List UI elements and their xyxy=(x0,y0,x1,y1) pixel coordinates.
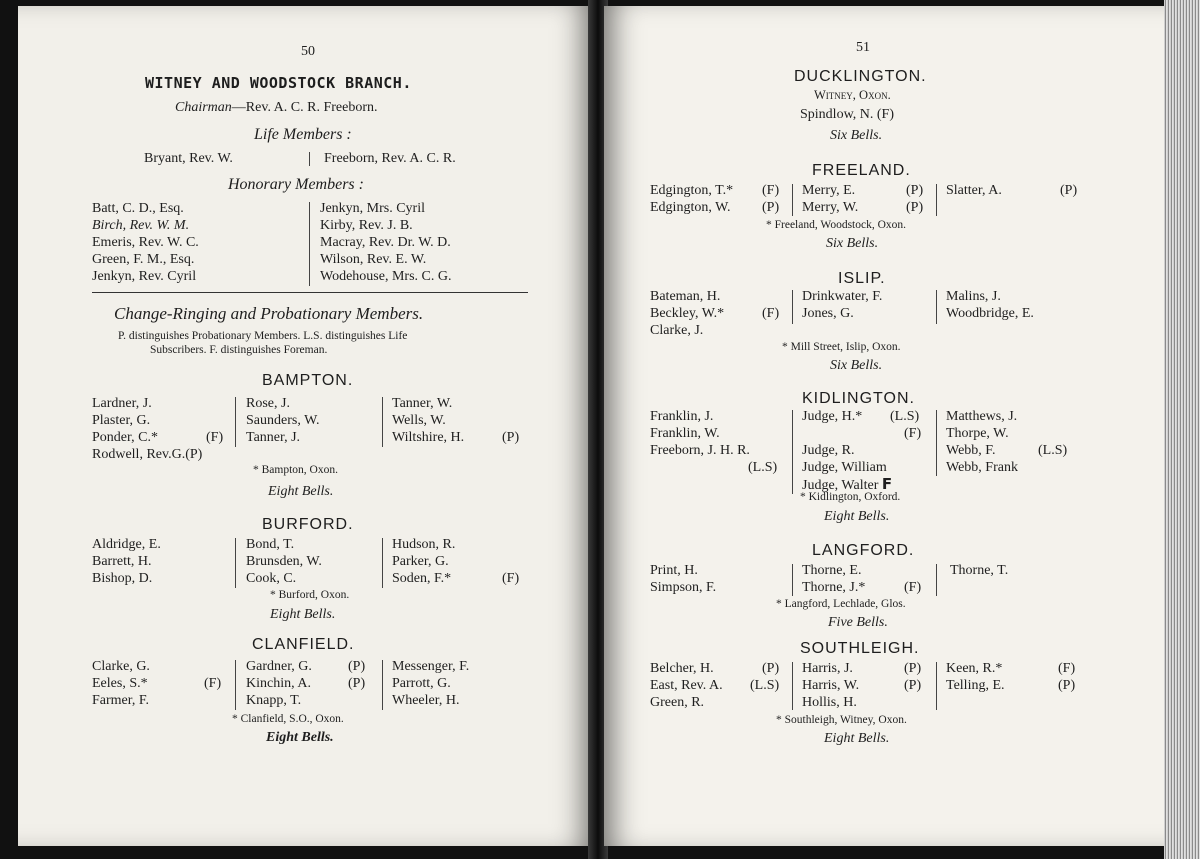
status-badge: (P) xyxy=(348,676,366,691)
status-badge: (P) xyxy=(762,200,780,215)
islip-col1 xyxy=(650,288,790,339)
bells-count: Five Bells. xyxy=(828,615,888,630)
list-item: Franklin, W. xyxy=(650,426,720,441)
page-number: 51 xyxy=(856,40,870,55)
bampton-col3 xyxy=(392,395,532,446)
list-item: Webb, Frank xyxy=(946,460,1018,475)
list-item: Wodehouse, Mrs. C. G. xyxy=(320,269,452,284)
langford-col3 xyxy=(950,562,1008,579)
tower-address: * Burford, Oxon. xyxy=(270,589,350,601)
status-badge: (P) xyxy=(185,447,203,462)
list-item: Judge, H.* xyxy=(802,409,863,424)
change-heading: Change-Ringing and Probationary Members. xyxy=(114,304,424,323)
page-number: 50 xyxy=(301,44,315,59)
list-item: Plaster, G. xyxy=(92,413,151,428)
bells-count: Six Bells. xyxy=(830,128,883,143)
status-badge: (P) xyxy=(906,200,924,215)
list-item: Batt, C. D., Esq. xyxy=(92,201,184,216)
list-item: Judge, Walter xyxy=(802,478,879,493)
tower-heading-burford: BURFORD. xyxy=(262,516,354,533)
list-item: Spindlow, N. (F) xyxy=(800,107,894,122)
list-item: Messenger, F. xyxy=(392,659,470,674)
list-item: Beckley, W.* xyxy=(650,306,725,321)
list-item: Freeborn, J. H. R. xyxy=(650,443,750,458)
right-page xyxy=(604,6,1164,846)
islip-col3 xyxy=(946,288,1034,322)
status-badge: (P) xyxy=(906,183,924,198)
status-badge: (P) xyxy=(1060,183,1078,198)
list-item: Harris, J. xyxy=(802,661,853,676)
legend-line: Subscribers. F. distinguishes Foreman. xyxy=(150,344,328,356)
list-item: Birch, Rev. W. M. xyxy=(92,218,190,233)
legend-line: P. distinguishes Probationary Members. L.S. distinguishes Life xyxy=(118,330,408,342)
status-badge: (P) xyxy=(762,661,780,676)
bampton-col1 xyxy=(92,395,232,463)
langford-col1 xyxy=(650,562,716,596)
list-item: Brunsden, W. xyxy=(246,554,322,569)
kidlington-col1 xyxy=(650,408,790,476)
list-item: Parker, G. xyxy=(392,554,449,569)
list-item: Tanner, W. xyxy=(392,396,453,411)
southleigh-col3 xyxy=(946,660,1086,694)
list-item: Telling, E. xyxy=(946,678,1005,693)
honorary-col1 xyxy=(92,200,199,285)
page-edges xyxy=(1164,0,1200,859)
list-item: Merry, W. xyxy=(802,200,859,215)
bells-count: Six Bells. xyxy=(830,358,883,373)
status-badge: (F) xyxy=(904,426,922,441)
bells-count: Eight Bells. xyxy=(824,509,890,524)
list-item: Jenkyn, Mrs. Cyril xyxy=(320,201,425,216)
list-item: Franklin, J. xyxy=(650,409,714,424)
tower-heading-ducklington: DUCKLINGTON. xyxy=(794,68,927,85)
tower-heading-langford: LANGFORD. xyxy=(812,542,915,559)
status-badge: (L.S) xyxy=(890,409,920,424)
kidlington-col2 xyxy=(802,408,932,493)
bampton-col2 xyxy=(246,395,320,446)
list-item: Edgington, W. xyxy=(650,200,731,215)
southleigh-col2 xyxy=(802,660,932,711)
life-member: Freeborn, Rev. A. C. R. xyxy=(324,151,456,166)
list-item: Gardner, G. xyxy=(246,659,312,674)
list-item: Merry, E. xyxy=(802,183,856,198)
tower-heading-kidlington: KIDLINGTON. xyxy=(802,390,915,407)
list-item: Thorne, J.* xyxy=(802,580,866,595)
divider xyxy=(92,292,528,293)
burford-col2 xyxy=(246,536,322,587)
list-item: Thorne, T. xyxy=(950,563,1009,578)
tower-heading-southleigh: SOUTHLEIGH. xyxy=(800,640,920,657)
burford-col3 xyxy=(392,536,532,587)
status-badge: (P) xyxy=(904,661,922,676)
list-item: Aldridge, E. xyxy=(92,537,161,552)
list-item: Knapp, T. xyxy=(246,693,302,708)
list-item: Soden, F.* xyxy=(392,571,452,586)
list-item: Emeris, Rev. W. C. xyxy=(92,235,199,250)
tower-address: * Clanfield, S.O., Oxon. xyxy=(232,713,344,725)
list-item: Clarke, J. xyxy=(650,323,704,338)
list-item: Wiltshire, H. xyxy=(392,430,465,445)
list-item: Eeles, S.* xyxy=(92,676,148,691)
tower-location: Witney, Oxon. xyxy=(814,88,891,102)
tower-heading-bampton: BAMPTON. xyxy=(262,372,354,389)
status-badge: (F) xyxy=(206,430,224,445)
honorary-heading: Honorary Members : xyxy=(228,176,364,193)
list-item: Ponder, C.* xyxy=(92,430,158,445)
handwritten-annotation: F xyxy=(881,475,893,493)
clanfield-col2 xyxy=(246,658,380,709)
freeland-col1 xyxy=(650,182,790,216)
list-item: Webb, F. xyxy=(946,443,996,458)
list-item: Belcher, H. xyxy=(650,661,714,676)
clanfield-col3 xyxy=(392,658,469,709)
list-item: Bond, T. xyxy=(246,537,295,552)
list-item: Bishop, D. xyxy=(92,571,153,586)
tower-address: * Southleigh, Witney, Oxon. xyxy=(776,714,907,726)
list-item: Cook, C. xyxy=(246,571,297,586)
list-item: Thorne, E. xyxy=(802,563,862,578)
bells-count: Eight Bells. xyxy=(824,731,890,746)
list-item: Drinkwater, F. xyxy=(802,289,883,304)
bells-count: Six Bells. xyxy=(826,236,879,251)
list-item: Tanner, J. xyxy=(246,430,301,445)
list-item: Clarke, G. xyxy=(92,659,150,674)
list-item: Wheeler, H. xyxy=(392,693,460,708)
life-member: Bryant, Rev. W. xyxy=(144,151,233,166)
tower-address: * Freeland, Woodstock, Oxon. xyxy=(766,219,907,231)
tower-address: * Langford, Lechlade, Glos. xyxy=(776,598,906,610)
list-item: Green, F. M., Esq. xyxy=(92,252,195,267)
chairman-label: Chairman xyxy=(175,100,232,115)
status-badge: (L.S) xyxy=(748,460,778,475)
list-item: Harris, W. xyxy=(802,678,860,693)
status-badge: (F) xyxy=(204,676,222,691)
status-badge: (F) xyxy=(502,571,520,586)
status-badge: (P) xyxy=(502,430,520,445)
list-item: Judge, William xyxy=(802,460,887,475)
list-item: Slatter, A. xyxy=(946,183,1002,198)
list-item: Kirby, Rev. J. B. xyxy=(320,218,413,233)
list-item: Simpson, F. xyxy=(650,580,717,595)
list-item: Farmer, F. xyxy=(92,693,150,708)
list-item: Parrott, G. xyxy=(392,676,451,691)
southleigh-col1 xyxy=(650,660,790,711)
left-page xyxy=(18,6,592,846)
tower-heading-islip: ISLIP. xyxy=(838,270,886,287)
list-item: Lardner, J. xyxy=(92,396,152,411)
list-item: Kinchin, A. xyxy=(246,676,311,691)
islip-col2 xyxy=(802,288,882,322)
freeland-col3 xyxy=(946,182,1086,199)
list-item: Saunders, W. xyxy=(246,413,320,428)
tower-heading-clanfield: CLANFIELD. xyxy=(252,636,355,653)
tower-address: * Mill Street, Islip, Oxon. xyxy=(782,341,901,353)
status-badge: (P) xyxy=(904,678,922,693)
status-badge: (P) xyxy=(1058,678,1076,693)
bells-count: Eight Bells. xyxy=(270,607,336,622)
list-item: East, Rev. A. xyxy=(650,678,723,693)
list-item: Bateman, H. xyxy=(650,289,721,304)
list-item: Edgington, T.* xyxy=(650,183,734,198)
status-badge: (F) xyxy=(762,306,780,321)
list-item: Hudson, R. xyxy=(392,537,456,552)
list-item: Hollis, H. xyxy=(802,695,857,710)
list-item: Print, H. xyxy=(650,563,698,578)
burford-col1 xyxy=(92,536,161,587)
list-item: Wilson, Rev. E. W. xyxy=(320,252,427,267)
tower-address: * Kidlington, Oxford. xyxy=(800,491,901,503)
freeland-col2 xyxy=(802,182,932,216)
list-item: Green, R. xyxy=(650,695,705,710)
status-badge: (P) xyxy=(348,659,366,674)
tower-address: * Bampton, Oxon. xyxy=(253,464,338,476)
list-item: Woodbridge, E. xyxy=(946,306,1034,321)
kidlington-col3 xyxy=(946,408,1096,476)
status-badge: (F) xyxy=(1058,661,1076,676)
list-item: Matthews, J. xyxy=(946,409,1018,424)
clanfield-col1 xyxy=(92,658,232,709)
status-badge: (F) xyxy=(762,183,780,198)
tower-heading-freeland: FREELAND. xyxy=(812,162,911,179)
list-item: Rodwell, Rev.G. xyxy=(92,447,186,462)
status-badge: (L.S) xyxy=(750,678,780,693)
list-item: Thorpe, W. xyxy=(946,426,1009,441)
life-members-heading: Life Members : xyxy=(254,126,352,143)
status-badge: (F) xyxy=(904,580,922,595)
list-item: Jones, G. xyxy=(802,306,854,321)
chairman-name: —Rev. A. C. R. Freeborn. xyxy=(231,100,378,115)
list-item: Keen, R.* xyxy=(946,661,1003,676)
status-badge: (L.S) xyxy=(1038,443,1068,458)
list-item: Rose, J. xyxy=(246,396,290,411)
bells-count: Eight Bells. xyxy=(268,484,334,499)
list-item: Macray, Rev. Dr. W. D. xyxy=(320,235,451,250)
list-item: Barrett, H. xyxy=(92,554,152,569)
bells-count: Eight Bells. xyxy=(266,730,334,745)
list-item: Wells, W. xyxy=(392,413,446,428)
langford-col2 xyxy=(802,562,932,596)
list-item: Jenkyn, Rev. Cyril xyxy=(92,269,197,284)
branch-title: WITNEY AND WOODSTOCK BRANCH. xyxy=(145,74,412,92)
list-item: Malins, J. xyxy=(946,289,1001,304)
list-item: Judge, R. xyxy=(802,443,855,458)
honorary-col2 xyxy=(320,200,451,285)
